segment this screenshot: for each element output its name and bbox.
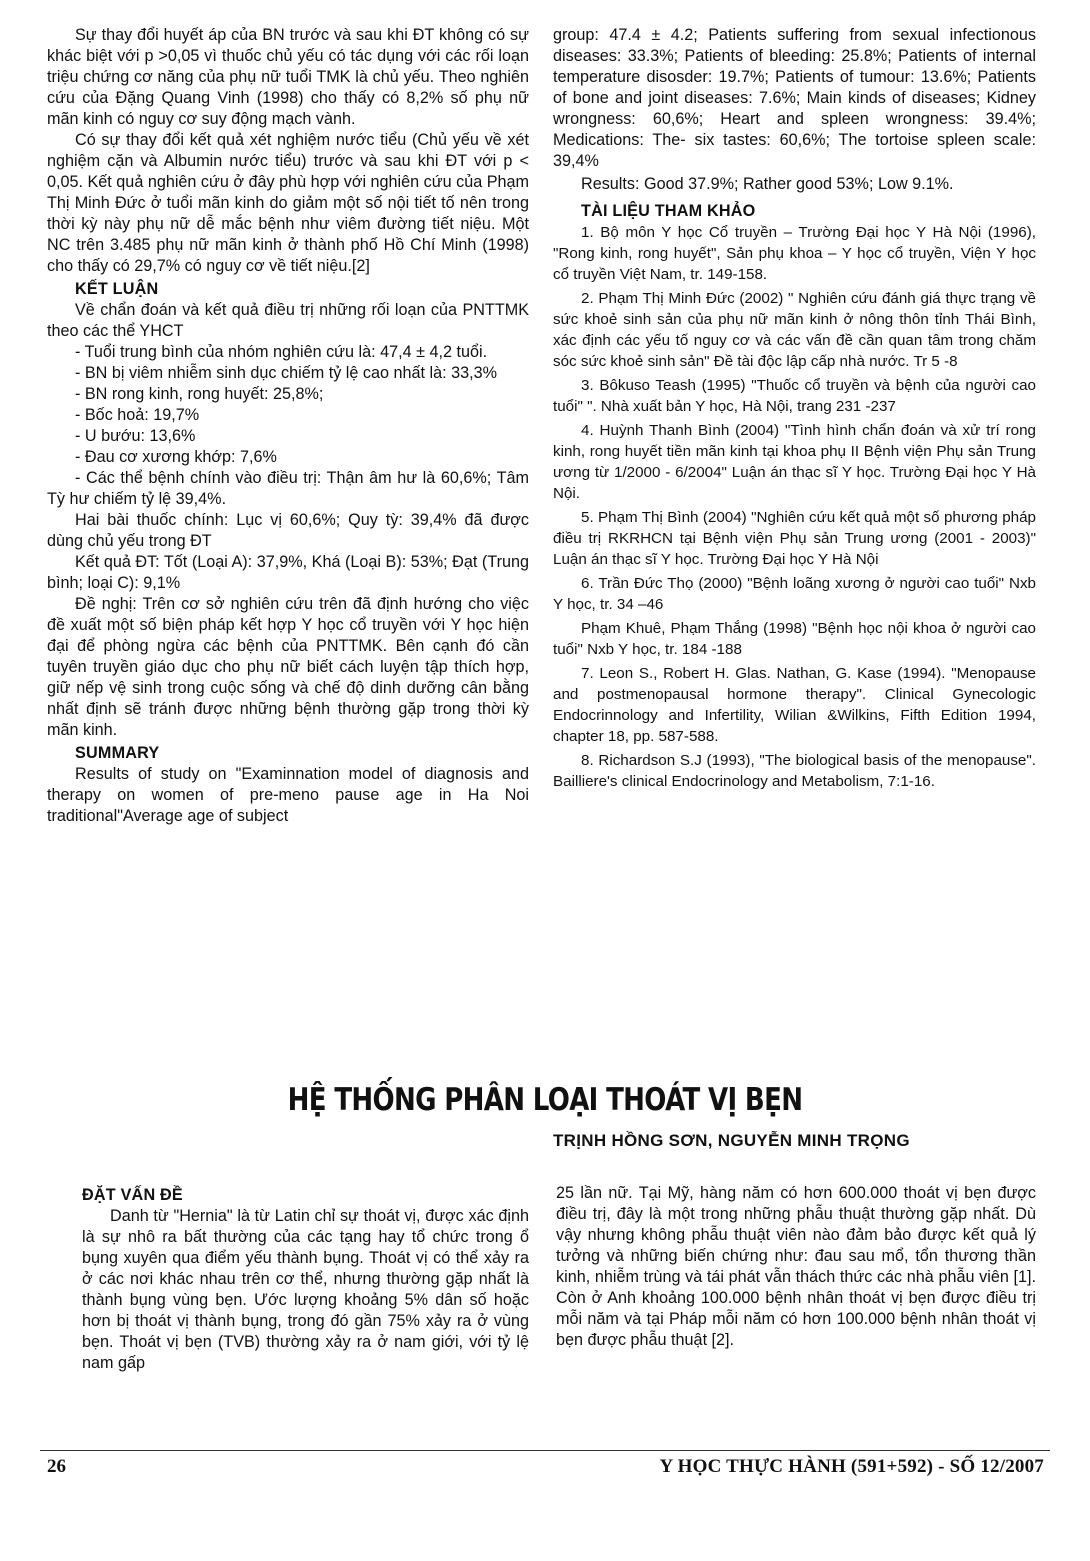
section-heading: ĐẶT VẤN ĐỀ <box>82 1186 183 1204</box>
reference-list <box>553 222 1036 792</box>
article1-left-column <box>47 25 529 827</box>
reference-item: 8. Richardson S.J (1993), "The biological basis of the menopause". Bailliere's clinical Endocrinology and Metabolism, 7:1-16. <box>553 752 1036 790</box>
paragraph: Về chẩn đoán và kết quả điều trị những rối loạn của PNTTMK theo các thể YHCT <box>47 301 529 340</box>
list-item: - BN rong kinh, rong huyết: 25,8%; <box>75 385 324 403</box>
list-item: - BN bị viêm nhiễm sinh dục chiếm tỷ lệ cao nhất là: 33,3% <box>75 364 497 382</box>
paragraph: Sự thay đổi huyết áp của BN trước và sau khi ĐT không có sự khác biệt với p >0,05 vì thuốc chủ yếu có tác dụng với các rối loạn triệu chứng cơ năng của phụ nữ tuổi TMK là chủ yếu. Theo nghiên cứu của Đặng Quang Vinh (1998) cho thấy có 8,2% số phụ nữ mãn kinh có nguy cơ suy động mạch vành. <box>47 26 529 128</box>
footer-divider <box>40 1450 1050 1451</box>
list-item: - U bướu: 13,6% <box>75 427 196 445</box>
page-number: 26 <box>47 1456 66 1477</box>
reference-item: 1. Bộ môn Y học Cổ truyền – Trường Đại học Y Hà Nội (1996), "Rong kinh, rong huyết", Sản phụ khoa – Y học cổ truyền, Viện Y học cổ truyền Việt Nam, tr. 149-158. <box>553 224 1036 283</box>
list-item: - Đau cơ xương khớp: 7,6% <box>75 448 277 466</box>
reference-item: Phạm Khuê, Phạm Thắng (1998) "Bệnh học nội khoa ở người cao tuổi" Nxb Y học, tr. 184 -188 <box>553 620 1036 658</box>
paragraph: Hai bài thuốc chính: Lục vị 60,6%; Quy tỳ: 39,4% đã được dùng chủ yếu trong ĐT <box>47 511 529 550</box>
paragraph: Danh từ "Hernia" là từ Latin chỉ sự thoát vị, được xác định là sự nhô ra bất thường của các tạng hay tổ chức trong ổ bụng xuyên qua điểm yếu thành bụng. Thoát vị có thể xảy ra ở các nơi khác nhau trên cơ thể, nhưng thường gặp nhất là thành bụng vùng bẹn. Ước lượng khoảng 5% dân số hoặc hơn bị thoát vị thành bụng, trong đó gần 75% xảy ra ở vùng bẹn. Thoát vị bẹn (TVB) thường xảy ra ở nam giới, với tỷ lệ nam gấp <box>82 1207 529 1372</box>
reference-item: 2. Phạm Thị Minh Đức (2002) " Nghiên cứu đánh giá thực trạng về sức khoẻ sinh sản của phụ nữ mãn kinh ở nông thôn tỉnh Thái Bình, xác định các yếu tố nguy cơ và các vấn đề cần quan tâm trong chăm sóc sức khoẻ sinh sản" Đề tài độc lập cấp nhà nước. Tr 5 -8 <box>553 290 1036 370</box>
article2-left-column <box>82 1183 529 1374</box>
paragraph: Results of study on "Examinnation model of diagnosis and therapy on women of pre-meno pause age in Ha Noi traditional"Average age of subject <box>47 765 529 825</box>
conclusion-heading: KẾT LUẬN <box>75 280 159 298</box>
paragraph: Có sự thay đổi kết quả xét nghiệm nước tiểu (Chủ yếu về xét nghiệm cặn và Albumin nước tiểu) trước và sau khi ĐT với p < 0,05. Kết quả nghiên cứu ở đây phù hợp với nghiên cứu của Phạm Thị Minh Đức ở tuổi mãn kinh do giảm một số nội tiết tố nên trong thời kỳ này phụ nữ dễ mắc bệnh như viêm đường tiết niệu. Một NC trên 3.485 phụ nữ mãn kinh ở thành phố Hồ Chí Minh (1998) cho thấy có 29,7% có nguy cơ về tiết niệu.[2] <box>47 131 529 275</box>
reference-item: 6. Trần Đức Thọ (2000) "Bệnh loãng xương ở người cao tuổi" Nxb Y học, tr. 34 –46 <box>553 575 1036 613</box>
references-heading: TÀI LIỆU THAM KHẢO <box>581 202 756 220</box>
reference-item: 5. Phạm Thị Bình (2004) "Nghiên cứu kết quả một số phương pháp điều trị RKRHCN tại Bệnh viện Phụ sản Trung ương (2001 - 2003)" Luận án thạc sĩ Y học. Trường Đại học Y Hà Nội <box>553 509 1036 568</box>
article2-right-column <box>556 1183 1036 1351</box>
reference-item: 3. Bôkuso Teash (1995) "Thuốc cổ truyền và bệnh của người cao tuổi" ". Nhà xuất bản Y học, Hà Nội, trang 231 -237 <box>553 377 1036 415</box>
article-title: HỆ THỐNG PHÂN LOẠI THOÁT VỊ BẸN <box>287 1082 803 1118</box>
reference-item: 4. Huỳnh Thanh Bình (2004) "Tình hình chẩn đoán và xử trí rong kinh, rong huyết tiền mãn kinh tại khoa phụ II Bệnh viện Phụ sản Trung ương từ 1/2000 - 6/2004" Luận án thạc sĩ Y học. Trường Đại học Y Hà Nội. <box>553 422 1036 502</box>
reference-item: 7. Leon S., Robert H. Glas. Nathan, G. Kase (1994). "Menopause and postmenopausal hormone therapy". Clinical Gynecologic Endocrinnology and Infertility, Wilian &Wilkins, Fifth Edition 1994, chapter 18, pp. 587-588. <box>553 665 1036 745</box>
summary-heading: SUMMARY <box>75 744 160 762</box>
article1-right-column <box>553 25 1036 795</box>
paragraph: group: 47.4 ± 4.2; Patients suffering from sexual infectionous diseases: 33.3%; Patients of bleeding: 25.8%; Patients of internal temperature disosder: 19.7%; Patients of tumour: 13.6%; Patients of bone and joint diseases: 7.6%; Main kinds of diseases; Kidney wrongness: 60,6%; Heart and spleen wrongness: 39.4%; Medications: The- six tastes: 60,6%; The tortoise spleen scale: 39,4% <box>553 26 1036 170</box>
journal-issue: Y HỌC THỰC HÀNH (591+592) - SỐ 12/2007 <box>659 1456 1044 1477</box>
list-item: - Tuổi trung bình của nhóm nghiên cứu là: 47,4 ± 4,2 tuổi. <box>75 343 488 361</box>
article-authors: TRỊNH HỒNG SƠN, NGUYỄN MINH TRỌNG <box>553 1131 910 1150</box>
paragraph: 25 lần nữ. Tại Mỹ, hàng năm có hơn 600.000 thoát vị bẹn được điều trị, đây là một trong những phẫu thuật thường gặp nhất. Dù vậy nhưng không phẫu thuật viên nào đảm bảo được kết quả lý tưởng và những biến chứng như: đau sau mổ, tổn thương thần kinh, nhiễm trùng và tái phát vẫn thách thức các nhà phẫu viên [1]. Còn ở Anh khoảng 100.000 bệnh nhân thoát vị bẹn được điều trị mỗi năm và tại Pháp mỗi năm có hơn 100.000 bệnh nhân thoát vị bẹn được phẫu thuật [2]. <box>556 1184 1036 1349</box>
paragraph: Đề nghị: Trên cơ sở nghiên cứu trên đã định hướng cho việc đề xuất một số biện pháp kết hợp Y học cổ truyền với Y học hiện đại để phòng ngừa các bệnh của PNTTMK. Bên cạnh đó cần tuyên truyền giáo dục cho phụ nữ biết cách luyện tập thích hợp, giữ nếp vệ sinh trong cuộc sống và chế độ dinh dưỡng cân bằng nhất định sẽ tránh được những bệnh thường gặp trong thời kỳ mãn kinh. <box>47 595 529 739</box>
list-item: - Các thể bệnh chính vào điều trị: Thận âm hư là 60,6%; Tâm Tỳ hư chiếm tỷ lệ 39,4%. <box>47 469 529 508</box>
paragraph: Kết quả ĐT: Tốt (Loại A): 37,9%, Khá (Loại B): 53%; Đạt (Trung bình; loại C): 9,1% <box>47 553 529 592</box>
paragraph: Results: Good 37.9%; Rather good 53%; Low 9.1%. <box>581 175 954 193</box>
list-item: - Bốc hoả: 19,7% <box>75 406 200 424</box>
